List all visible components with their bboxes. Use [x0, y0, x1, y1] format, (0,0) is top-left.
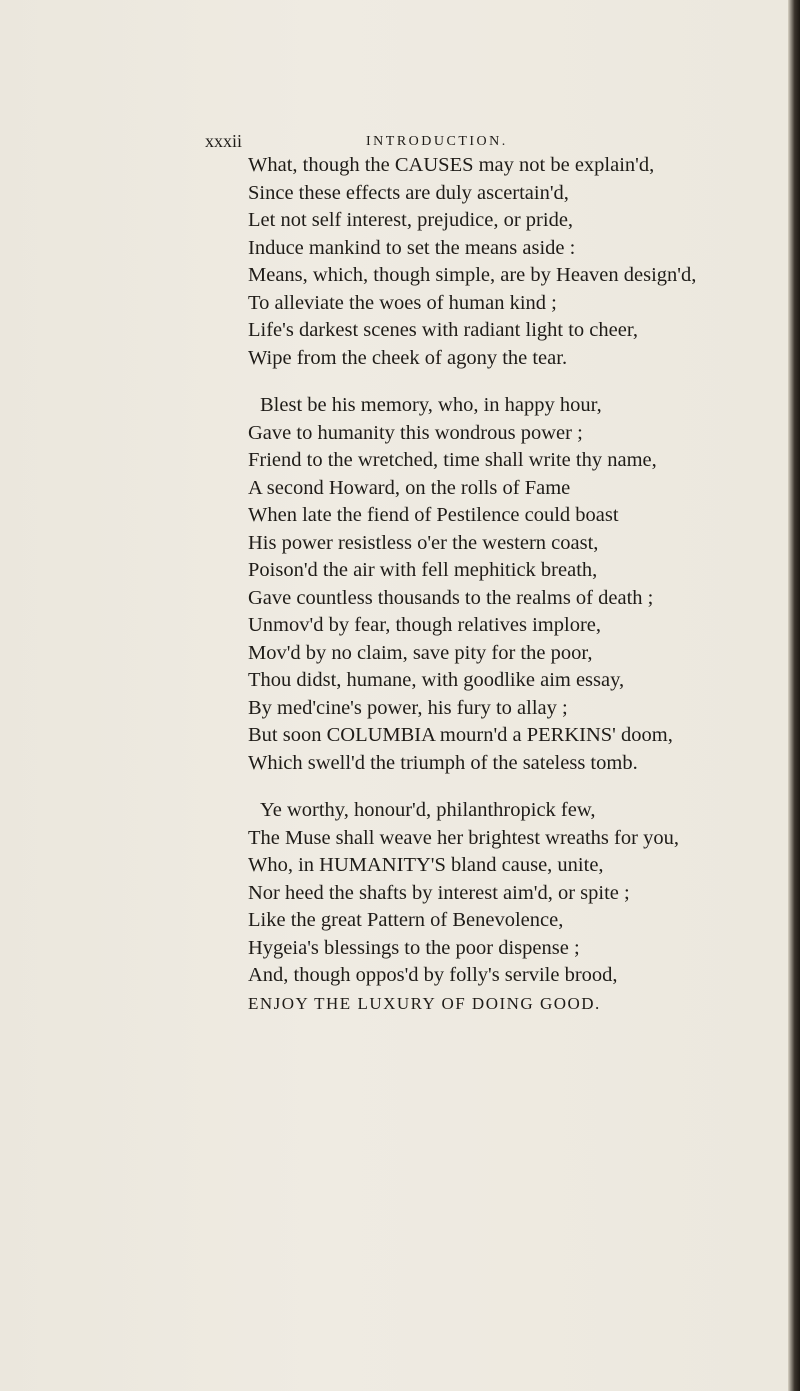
poem-line: But soon COLUMBIA mourn'd a PERKINS' doom,: [248, 724, 673, 746]
poem-line: Mov'd by no claim, save pity for the poor,: [248, 641, 593, 664]
poem-line: Blest be his memory, who, in happy hour,: [260, 394, 602, 416]
poem-line: Friend to the wretched, time shall write thy name,: [248, 449, 657, 471]
poem-line: By med'cine's power, his fury to allay ;: [248, 696, 568, 719]
page-number: xxxii: [205, 131, 243, 151]
page-header: [205, 131, 605, 153]
poem-line: Like the great Pattern of Benevolence,: [248, 909, 564, 931]
poem-line: His power resistless o'er the western coast,: [248, 531, 599, 554]
poem-line: Wipe from the cheek of agony the tear.: [248, 346, 568, 369]
poem-line: Nor heed the shafts by interest aim'd, or spite ;: [248, 881, 630, 904]
poem-line: Let not self interest, prejudice, or pride,: [248, 209, 574, 231]
poem-line: Who, in HUMANITY'S bland cause, unite,: [248, 854, 604, 876]
poem-line: Which swell'd the triumph of the sateless tomb.: [248, 751, 638, 774]
stanza-2: [248, 392, 793, 777]
poem-line: Induce mankind to set the means aside :: [248, 236, 576, 259]
poem-closing-line: ENJOY THE LUXURY OF DOING GOOD.: [248, 993, 601, 1013]
poem-line: The Muse shall weave her brightest wreaths for you,: [248, 826, 679, 849]
poem-line: Hygeia's blessings to the poor dispense ;: [248, 936, 580, 959]
poem-line: Gave to humanity this wondrous power ;: [248, 421, 583, 444]
running-head: INTRODUCTION.: [366, 134, 508, 149]
poem-line: What, though the CAUSES may not be explain'd,: [248, 154, 655, 176]
poem-line: To alleviate the woes of human kind ;: [248, 291, 557, 314]
poem-line: Thou didst, humane, with goodlike aim essay,: [248, 669, 625, 691]
poem-line: Since these effects are duly ascertain'd,: [248, 181, 569, 204]
poem-line: Life's darkest scenes with radiant light to cheer,: [248, 319, 638, 341]
poem-line: Poison'd the air with fell mephitick breath,: [248, 559, 598, 581]
stanza-3: [248, 797, 793, 1017]
poem-line: Gave countless thousands to the realms of death ;: [248, 586, 654, 609]
poem-line: Ye worthy, honour'd, philanthropick few,: [260, 799, 596, 821]
poem-line: When late the fiend of Pestilence could boast: [248, 504, 619, 526]
poem-line: Unmov'd by fear, though relatives implore,: [248, 614, 601, 636]
poem-line: And, though oppos'd by folly's servile brood,: [248, 964, 618, 986]
poem-line: A second Howard, on the rolls of Fame: [248, 476, 571, 499]
poem-line: Means, which, though simple, are by Heaven design'd,: [248, 264, 697, 286]
stanza-1: [248, 152, 793, 372]
